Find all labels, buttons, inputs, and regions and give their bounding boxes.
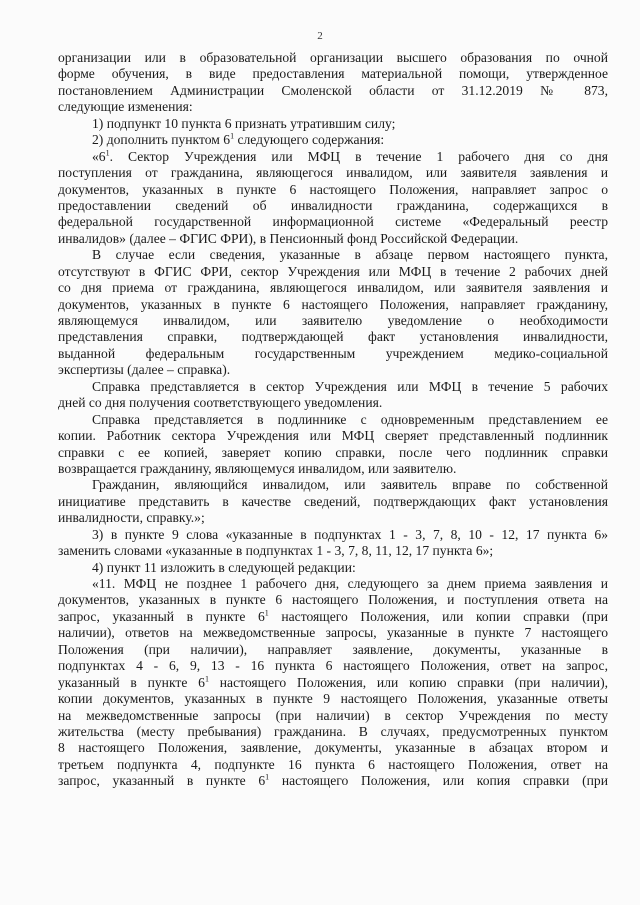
text-line <box>58 740 608 756</box>
superscript: 1 <box>264 608 269 618</box>
text-line-main: постановлением Администрации Смоленской области от 31.12.2019 № 873, <box>58 82 608 98</box>
text-line <box>58 477 608 493</box>
text-line <box>58 247 608 263</box>
text-line-main: наличии), ответов на межведомственные запросы, указанные в пункте 7 настоящего <box>58 625 608 641</box>
text-line <box>58 116 608 132</box>
text-line-main: Справка представляется в подлиннике с одновременным представлением ее <box>92 411 608 427</box>
text-line-main: копии. Работник сектора Учреждения или МФЦ сверяет представленный подлинник <box>58 428 608 444</box>
text-line-main: запрос, указанный в пункте 6 <box>58 773 266 789</box>
text-line-main: экспертизы (далее – справка). <box>58 362 231 378</box>
text-line <box>58 494 608 510</box>
text-line <box>58 773 608 789</box>
text-line-main: со дня приема от гражданина, являющегося инвалидом, или заявителя заявления и <box>58 280 608 296</box>
text-line-main: подпунктах 4 - 6, 9, 13 - 16 пункта 6 настоящего Положения, ответ на запрос, <box>58 658 608 674</box>
text-line-main: инвалидов» (далее – ФГИС ФРИ), в Пенсионный фонд Российской Федерации. <box>58 230 519 246</box>
text-line <box>58 149 608 165</box>
text-line-main: организации или в образовательной организации высшего образования по очной <box>58 50 608 65</box>
text-line <box>58 50 608 66</box>
text-line <box>58 132 608 148</box>
text-line <box>58 165 608 181</box>
text-line <box>58 757 608 773</box>
superscript: 1 <box>204 674 209 684</box>
text-line-main: федеральной государственной информационной системе «Федеральный реестр <box>58 214 608 230</box>
text-line-main: на межведомственные запросы (при наличии) в сектор Учреждения по месту <box>58 707 608 723</box>
text-line <box>58 724 608 740</box>
text-line <box>58 675 608 691</box>
text-line-continuation: настоящего Положения, или копия справки (при <box>269 773 608 789</box>
text-line <box>58 66 608 82</box>
superscript: 1 <box>265 772 270 782</box>
text-line-main: поступления от гражданина, являющегося инвалидом, или заявителя заявления и <box>58 165 608 181</box>
text-line-main: инвалидности, справку.»; <box>58 510 205 526</box>
document-body <box>58 50 608 790</box>
text-line-main: являющемуся инвалидом, или заявителю уведомление о необходимости <box>58 313 608 328</box>
page-number: 2 <box>317 30 323 42</box>
text-line-main: возвращается гражданину, являющемуся инвалидом, или заявителю. <box>58 460 457 476</box>
superscript: 1 <box>105 148 110 158</box>
text-line <box>58 346 608 362</box>
text-line <box>58 412 608 428</box>
text-line <box>58 658 608 674</box>
text-line <box>58 543 608 559</box>
text-line-main: инициативе представить в качестве сведений, подтверждающих факт установления <box>58 493 608 509</box>
text-line-main: документов, указанных в пункте 6 настоящего Положения, направляет гражданину, <box>58 296 608 312</box>
text-line-main: запрос, указанный в пункте 6 <box>58 608 265 624</box>
text-line <box>58 592 608 608</box>
text-line-main: указанный в пункте 6 <box>58 674 205 690</box>
text-line-main: Справка представляется в сектор Учреждения или МФЦ в течение 5 рабочих <box>92 378 608 394</box>
text-line-main: выданной федеральным государственным учреждением медико-социальной <box>58 345 608 361</box>
text-line-main: 1) подпункт 10 пункта 6 признать утратившим силу; <box>92 115 396 131</box>
text-line-main: Положения (при наличии), направляет заявление, документы, указанные в <box>58 641 608 657</box>
text-line <box>58 625 608 641</box>
text-line-main: «11. МФЦ не позднее 1 рабочего дня, следующего за днем приема заявления и <box>92 576 608 591</box>
text-line <box>58 280 608 296</box>
text-line-main: форме обучения, в виде предоставления материальной помощи, утвержденное <box>58 66 608 82</box>
text-line <box>58 231 608 247</box>
text-line <box>58 395 608 411</box>
text-line-main: Гражданин, являющийся инвалидом, или заявитель вправе по собственной <box>92 477 608 493</box>
text-line-continuation: следующего содержания: <box>234 132 385 148</box>
text-line <box>58 313 608 329</box>
text-line <box>58 198 608 214</box>
text-line-main: 8 настоящего Положения, заявление, документы, указанные в абзацах втором и <box>58 740 608 756</box>
text-line-main: третьем подпункта 4, подпункте 16 пункта 6 настоящего Положения, ответ на <box>58 756 608 772</box>
text-line-main: копии документов, указанных в пункте 9 настоящего Положения, указанные ответы <box>58 691 608 707</box>
text-line-main: 2) дополнить пунктом 6 <box>92 132 231 148</box>
text-line-main: документов, указанных в пункте 6 настоящего Положения, и поступления ответа на <box>58 592 608 608</box>
text-line <box>58 99 608 115</box>
text-line <box>58 691 608 707</box>
text-line <box>58 362 608 378</box>
text-line <box>58 708 608 724</box>
text-line-continuation: настоящего Положения, или копии справки (при <box>268 608 609 624</box>
text-line-main: справки с ее копией, заверяет копию справки, после чего подлинник справки <box>58 444 608 460</box>
text-line <box>58 428 608 444</box>
text-line <box>58 527 608 543</box>
text-line-main: предоставлении сведений об инвалидности гражданина, содержащихся в <box>58 197 608 213</box>
text-line <box>58 264 608 280</box>
superscript: 1 <box>230 131 235 141</box>
text-line <box>58 461 608 477</box>
text-line <box>58 182 608 198</box>
text-line-main: В случае если сведения, указанные в абзаце первом настоящего пункта, <box>92 247 608 263</box>
text-line-main: 3) в пункте 9 слова «указанные в подпунктах 1 - 3, 7, 8, 10 - 12, 17 пункта 6» <box>92 526 608 542</box>
text-line <box>58 445 608 461</box>
text-line-main: заменить словами «указанные в подпунктах 1 - 3, 7, 8, 11, 12, 17 пункта 6»; <box>58 543 494 559</box>
text-line-main: дней со дня получения соответствующего уведомления. <box>58 395 383 411</box>
text-line <box>58 83 608 99</box>
text-line <box>58 642 608 658</box>
text-line-main: следующие изменения: <box>58 99 193 115</box>
text-line-continuation: настоящего Положения, или копию справки (при наличии), <box>208 674 608 690</box>
text-line <box>58 214 608 230</box>
text-line <box>58 609 608 625</box>
text-line <box>58 510 608 526</box>
text-line <box>58 379 608 395</box>
text-line-main: отсутствуют в ФГИС ФРИ, сектор Учреждения или МФЦ в течение 2 рабочих дней <box>58 263 608 279</box>
text-line-main: «6 <box>92 148 106 164</box>
text-line <box>58 329 608 345</box>
text-line-main: представления справки, подтверждающей факт установления инвалидности, <box>58 329 608 345</box>
text-line-continuation: . Сектор Учреждения или МФЦ в течение 1 рабочего дня со дня <box>109 148 608 164</box>
text-line-main: жительства (месту пребывания) гражданина. В случаях, предусмотренных пунктом <box>58 723 608 739</box>
text-line-main: 4) пункт 11 изложить в следующей редакции: <box>92 559 356 575</box>
text-line <box>58 560 608 576</box>
text-line-main: документов, указанных в пункте 6 настоящего Положения, направляет запрос о <box>58 181 608 197</box>
text-line <box>58 297 608 313</box>
text-line <box>58 576 608 592</box>
